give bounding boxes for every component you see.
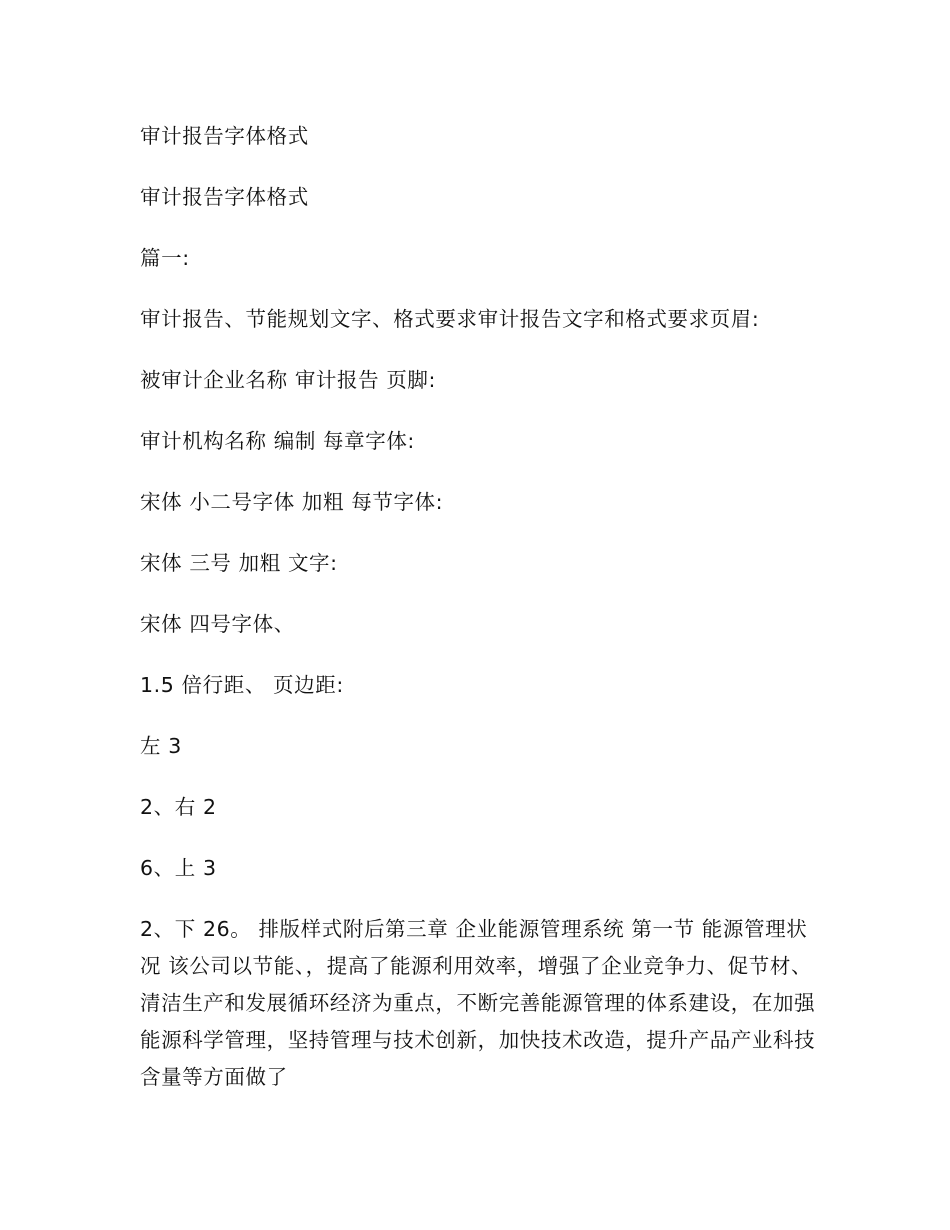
paragraph-margin-left: 左 3 <box>140 734 182 758</box>
section-label: 篇一: <box>140 246 190 270</box>
paragraph-header-footer: 被审计企业名称 审计报告 页脚: <box>140 368 437 392</box>
paragraph-margin-top: 6、上 3 <box>140 856 217 880</box>
paragraph-section-font: 宋体 小二号字体 加粗 每节字体: <box>140 490 444 514</box>
paragraph-line-spacing: 1.5 倍行距、 页边距: <box>140 673 344 697</box>
paragraph-requirements: 审计报告、节能规划文字、格式要求审计报告文字和格式要求页眉: <box>140 307 760 331</box>
paragraph-energy-management: 2、下 26。 排版样式附后第三章 企业能源管理系统 第一节 能源管理状况 该公司以节能、，提高了能源利用效率，增强了企业竞争力、促节材、清洁生产和发展循环经济为重点，不断完善能源管理的体系建设，在加强能源科学管理，坚持管理与技术创新，加快技术改造，提升产品产业科技含量等方面做了 <box>140 917 816 1089</box>
paragraph-body-font: 宋体 四号字体、 <box>140 612 295 636</box>
doc-title: 审计报告字体格式 <box>140 124 309 148</box>
doc-subtitle: 审计报告字体格式 <box>140 185 309 209</box>
paragraph-text-font: 宋体 三号 加粗 文字: <box>140 551 338 575</box>
paragraph-chapter-font: 审计机构名称 编制 每章字体: <box>140 429 415 453</box>
document-body <box>140 118 820 1120</box>
paragraph-margin-right: 2、右 2 <box>140 795 217 819</box>
